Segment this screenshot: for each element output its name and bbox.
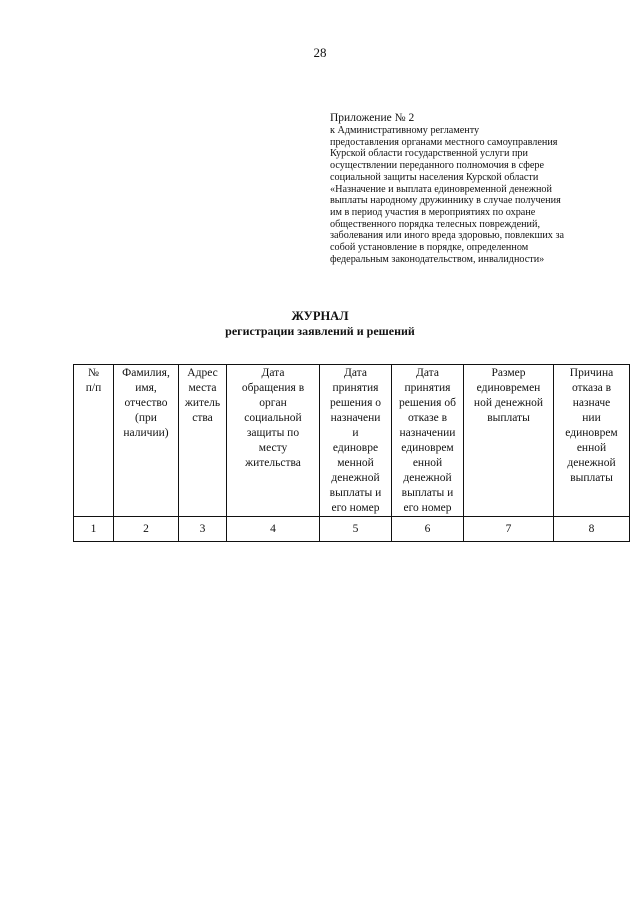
header-line: принятия: [332, 382, 379, 394]
header-line: выплаты: [570, 472, 613, 484]
column-header-full-name: [114, 365, 179, 517]
header-line: Причина: [569, 367, 614, 379]
header-line: денежной: [567, 457, 616, 469]
appendix-line: выплаты народному дружиннику в случае получения: [330, 195, 561, 207]
table-header-row: [74, 365, 630, 517]
header-line: единоврем: [565, 427, 618, 439]
column-header-address: [179, 365, 227, 517]
journal-title: ЖУРНАЛ: [291, 309, 349, 323]
header-line: отчество: [124, 397, 168, 409]
header-line: нии: [582, 412, 601, 424]
header-line: Адрес: [187, 367, 218, 379]
column-number-cell: 5: [320, 517, 392, 542]
appendix-line: собой установление в порядке, определенном: [330, 242, 529, 254]
appendix-line: общественного порядка телесных повреждений,: [330, 218, 540, 230]
header-line: жительства: [245, 457, 301, 469]
journal-heading: [0, 309, 640, 339]
page-number: 28: [313, 45, 327, 60]
appendix-line: «Назначение и выплата единовременной денежной: [330, 183, 552, 195]
appendix-line: федеральным законодательством, инвалидности»: [330, 253, 545, 265]
column-number-cell: 8: [554, 517, 630, 542]
appendix-line: заболевания или иного вреда здоровью, повлекших за: [330, 230, 564, 242]
column-header-payment-amount: [464, 365, 554, 517]
header-line: орган: [259, 397, 287, 409]
appendix-line: им в период участия в мероприятиях по охране: [330, 206, 536, 218]
header-line: Дата: [416, 367, 439, 379]
header-line: Фамилия,: [122, 367, 170, 379]
header-line: защиты по: [246, 427, 300, 439]
appendix-title: Приложение № 2: [330, 112, 415, 124]
header-line: отказа в: [571, 382, 612, 394]
header-line: выплаты и: [329, 487, 382, 499]
header-line: ства: [192, 412, 213, 424]
header-line: Дата: [344, 367, 367, 379]
header-line: (при: [135, 412, 157, 424]
header-line: енной: [576, 442, 607, 454]
header-line: социальной: [244, 412, 302, 424]
column-header-application-date: [227, 365, 320, 517]
column-number-cell: 6: [392, 517, 464, 542]
column-header-number: [74, 365, 114, 517]
appendix-block: [330, 112, 610, 265]
header-line: его номер: [403, 502, 452, 514]
header-line: места: [188, 382, 217, 394]
column-number-cell: 1: [74, 517, 114, 542]
header-line: месту: [258, 442, 288, 454]
appendix-line: предоставления органами местного самоуправления: [330, 136, 558, 148]
header-line: назначении: [399, 427, 456, 439]
appendix-line: социальной защиты населения Курской области: [330, 171, 539, 183]
header-line: житель: [184, 397, 221, 409]
header-line: енной: [412, 457, 443, 469]
header-line: наличии): [123, 427, 169, 439]
header-line: и: [352, 427, 359, 439]
appendix-line: Курской области государственной услуги при: [330, 148, 528, 160]
header-line: п/п: [85, 382, 102, 394]
header-line: его номер: [331, 502, 380, 514]
header-line: №: [88, 367, 99, 379]
header-line: Размер: [491, 367, 526, 379]
header-line: назначе: [572, 397, 611, 409]
header-line: единовремен: [476, 382, 541, 394]
header-line: денежной: [403, 472, 452, 484]
column-header-approval-date: [320, 365, 392, 517]
journal-subtitle: регистрации заявлений и решений: [225, 324, 415, 338]
column-number-cell: 4: [227, 517, 320, 542]
header-line: единоврем: [401, 442, 454, 454]
header-line: отказе в: [407, 412, 448, 424]
header-line: Дата: [261, 367, 285, 379]
header-line: выплаты: [487, 412, 530, 424]
registration-table: [73, 364, 630, 542]
header-line: менной: [337, 457, 374, 469]
header-line: денежной: [331, 472, 380, 484]
header-line: назначени: [330, 412, 381, 424]
header-line: обращения в: [241, 382, 305, 394]
column-number-cell: 3: [179, 517, 227, 542]
appendix-line: осуществлении переданного полномочия в сфере: [330, 160, 545, 172]
column-header-refusal-reason: [554, 365, 630, 517]
column-header-refusal-date: [392, 365, 464, 517]
appendix-line: к Административному регламенту: [330, 125, 480, 136]
header-line: имя,: [135, 382, 157, 394]
column-number-cell: 2: [114, 517, 179, 542]
header-line: выплаты и: [401, 487, 454, 499]
header-line: ной денежной: [473, 397, 544, 409]
header-line: единовре: [332, 442, 379, 454]
column-number-row: [74, 517, 630, 542]
header-line: принятия: [404, 382, 451, 394]
column-number-cell: 7: [464, 517, 554, 542]
header-line: решения об: [399, 397, 456, 409]
header-line: решения о: [329, 397, 382, 409]
